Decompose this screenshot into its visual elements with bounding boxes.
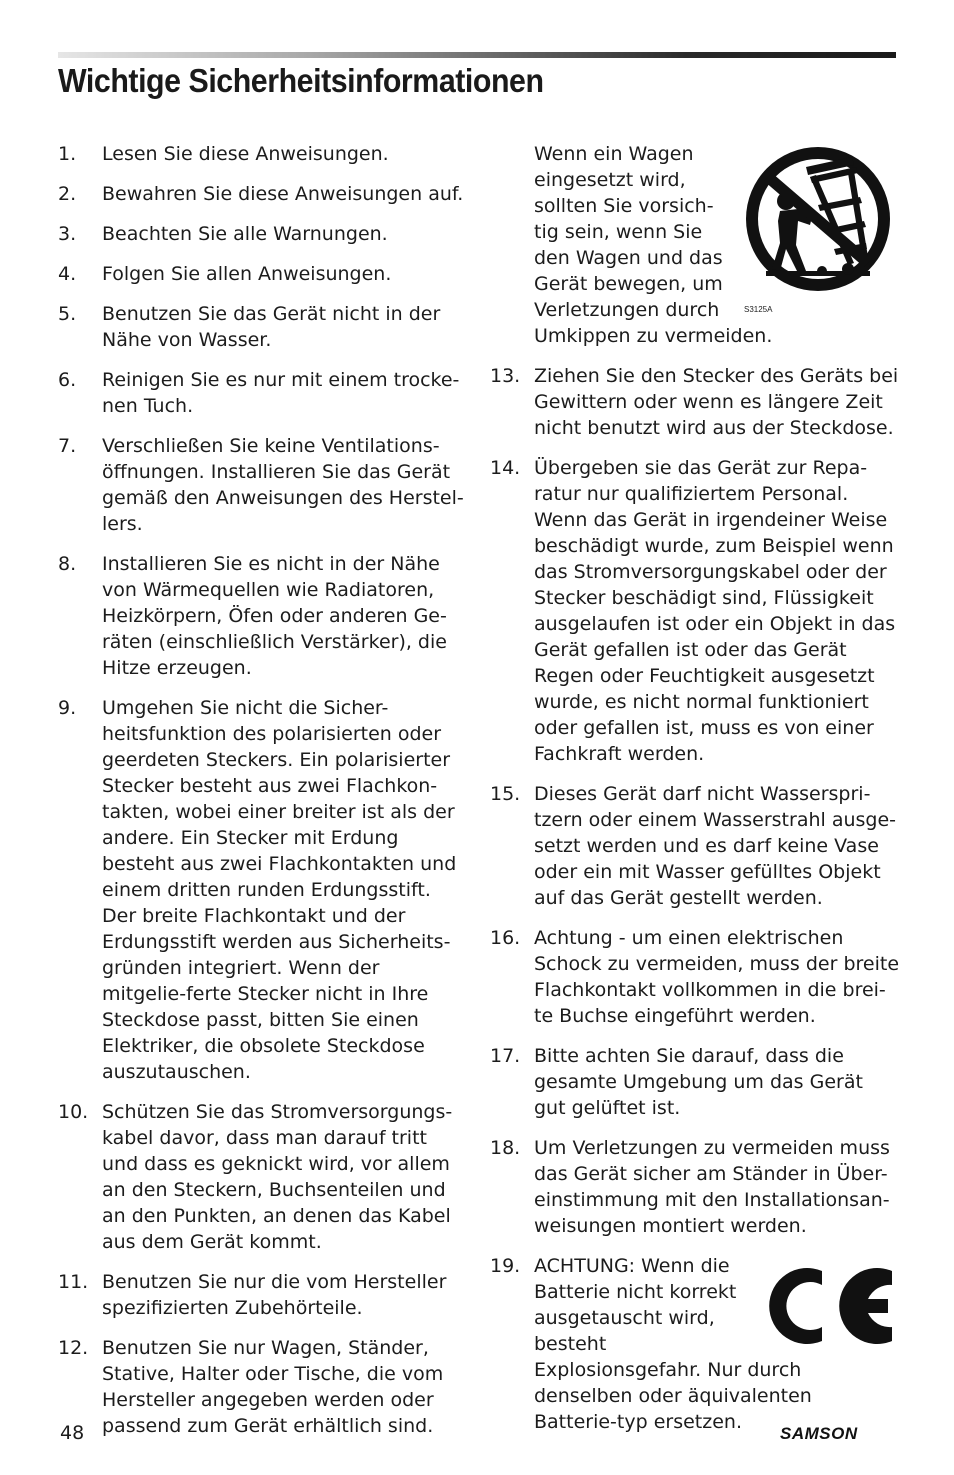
item-text: Schützen Sie das Stromversorgungs-kabel davor, dass man darauf tritt und dass es geknickt wird, vor allem an den Steckern, Buchsenteilen und an den Punkten, an denen das Kabel aus dem Gerät kommt. — [102, 1101, 453, 1253]
list-item — [58, 367, 466, 419]
item-number: 17. — [490, 1045, 521, 1067]
item-text: Umgehen Sie nicht die Sicher-heitsfunktion des polarisierten oder geerdeten Steckers. Ein polarisierter Stecker besteht aus zwei Flachkon-takten, wobei einer breiter ist als der andere. Ein Stecker mit Erdung besteht aus zwei Flachkontakten und einem dritten runden Erdungsstift. Der breite Flachkontakt und der Erdungsstift werden aus Sicherheits-gründen integriert. Wenn der mitgelie-ferte Stecker nicht in Ihre Steckdose passt, bitten Sie einen Elektriker, die obsolete Steckdose auszutauschen. — [102, 697, 457, 1083]
item-text: Folgen Sie allen Anweisungen. — [102, 263, 392, 285]
left-column — [58, 141, 466, 1453]
item-text: Lesen Sie diese Anweisungen. — [102, 143, 389, 165]
item-number: 18. — [490, 1137, 521, 1159]
item-text: Um Verletzungen zu vermeiden muss das Gerät sicher am Ständer in Über-einstimmung mit den Installationsan-weisungen montiert werden. — [534, 1137, 890, 1237]
item-number: 6. — [58, 369, 77, 391]
list-item — [58, 433, 466, 537]
item-12-continued — [490, 141, 900, 349]
item-number: 8. — [58, 553, 77, 575]
list-item — [490, 781, 900, 911]
item-text: Übergeben sie das Gerät zur Repa-ratur nur qualifiziertem Personal. Wenn das Gerät in irgendeiner Weise beschädigt wurde, zum Beispiel wenn das Stromversorgungskabel oder der Stecker beschädigt sind, Flüssigkeit ausgelaufen ist oder ein Objekt in das Gerät gefallen ist oder das Gerät Regen oder Feuchtigkeit ausgesetzt wurde, es nicht normal funktioniert oder gefallen ist, muss es von einer Fachkraft werden. — [534, 457, 896, 765]
item-text: Bewahren Sie diese Anweisungen auf. — [102, 183, 464, 205]
list-item — [490, 925, 900, 1029]
cart-warning-icon — [736, 145, 900, 313]
item-number: 19. — [490, 1255, 521, 1277]
list-item — [58, 1099, 466, 1255]
list-item — [58, 1335, 466, 1439]
ce-mark-icon — [764, 1257, 898, 1355]
item-number: 14. — [490, 457, 521, 479]
list-item — [58, 261, 466, 287]
item-number: 12. — [58, 1337, 89, 1359]
item-number: 11. — [58, 1271, 89, 1293]
item-text: Benutzen Sie nur Wagen, Ständer, Stative, Halter oder Tische, die vom Hersteller angegeben werden oder passend zum Gerät erhältlich sind. — [102, 1337, 444, 1437]
item-text: Reinigen Sie es nur mit einem trocke-nen Tuch. — [102, 369, 460, 417]
item-text: Benutzen Sie nur die vom Hersteller spezifizierten Zubehörteile. — [102, 1271, 447, 1319]
item-number: 3. — [58, 223, 77, 245]
list-item — [58, 551, 466, 681]
item-number: 13. — [490, 365, 521, 387]
list-item — [58, 695, 466, 1085]
item-text: Beachten Sie alle Warnungen. — [102, 223, 388, 245]
right-column — [490, 141, 900, 1449]
item-number: 5. — [58, 303, 77, 325]
list-item — [58, 221, 466, 247]
item-text: Verschließen Sie keine Ventilations-öffnungen. Installieren Sie das Gerät gemäß den Anweisungen des Herstel-lers. — [102, 435, 464, 535]
cart-tipover-icon — [736, 145, 900, 295]
figure-code: S3125A — [744, 305, 773, 314]
list-item — [58, 301, 466, 353]
page-number: 48 — [60, 1422, 85, 1444]
item-12-continued-text: Wenn ein Wagen eingesetzt wird, sollten Sie vorsich-tig sein, wenn Sie den Wagen und das Gerät bewegen, um Verletzungen durch Umkippen zu vermeiden. — [534, 143, 773, 347]
list-item — [490, 363, 900, 441]
item-number: 9. — [58, 697, 77, 719]
list-item — [58, 141, 466, 167]
item-text: Dieses Gerät darf nicht Wasserspri-tzern oder einem Wasserstrahl ausge-setzt werden und es darf keine Vase oder ein mit Wasser gefülltes Objekt auf das Gerät gestellt werden. — [534, 783, 897, 909]
item-number: 2. — [58, 183, 77, 205]
header-rule — [58, 52, 896, 58]
item-text: Bitte achten Sie darauf, dass die gesamte Umgebung um das Gerät gut gelüftet ist. — [534, 1045, 863, 1119]
item-text: Benutzen Sie das Gerät nicht in der Nähe von Wasser. — [102, 303, 441, 351]
item-text: Installieren Sie es nicht in der Nähe von Wärmequellen wie Radiatoren, Heizkörpern, Öfen oder anderen Ge-räten (einschließlich Verstärker), die Hitze erzeugen. — [102, 553, 447, 679]
page-title: Wichtige Sicherheitsinformationen — [58, 62, 544, 99]
item-text: Ziehen Sie den Stecker des Geräts bei Gewittern oder wenn es längere Zeit nicht benutzt wird aus der Steckdose. — [534, 365, 899, 439]
item-number: 15. — [490, 783, 521, 805]
item-number: 16. — [490, 927, 521, 949]
list-item — [490, 1043, 900, 1121]
list-item — [58, 181, 466, 207]
item-text: ACHTUNG: Wenn die Batterie nicht korrekt ausgetauscht wird, besteht Explosionsgefahr. Nur durch denselben oder äquivalenten Batterie-typ ersetzen. — [534, 1255, 812, 1433]
item-number: 1. — [58, 143, 77, 165]
item-text: Achtung - um einen elektrischen Schock zu vermeiden, muss der breite Flachkontakt vollkommen in die brei-te Buchse eingeführt werden. — [534, 927, 900, 1027]
list-item — [490, 455, 900, 767]
samson-logo: SAMSON — [780, 1424, 858, 1443]
list-item — [490, 1253, 900, 1435]
item-number: 7. — [58, 435, 77, 457]
item-number: 10. — [58, 1101, 89, 1123]
list-item — [58, 1269, 466, 1321]
list-item — [490, 1135, 900, 1239]
item-number: 4. — [58, 263, 77, 285]
